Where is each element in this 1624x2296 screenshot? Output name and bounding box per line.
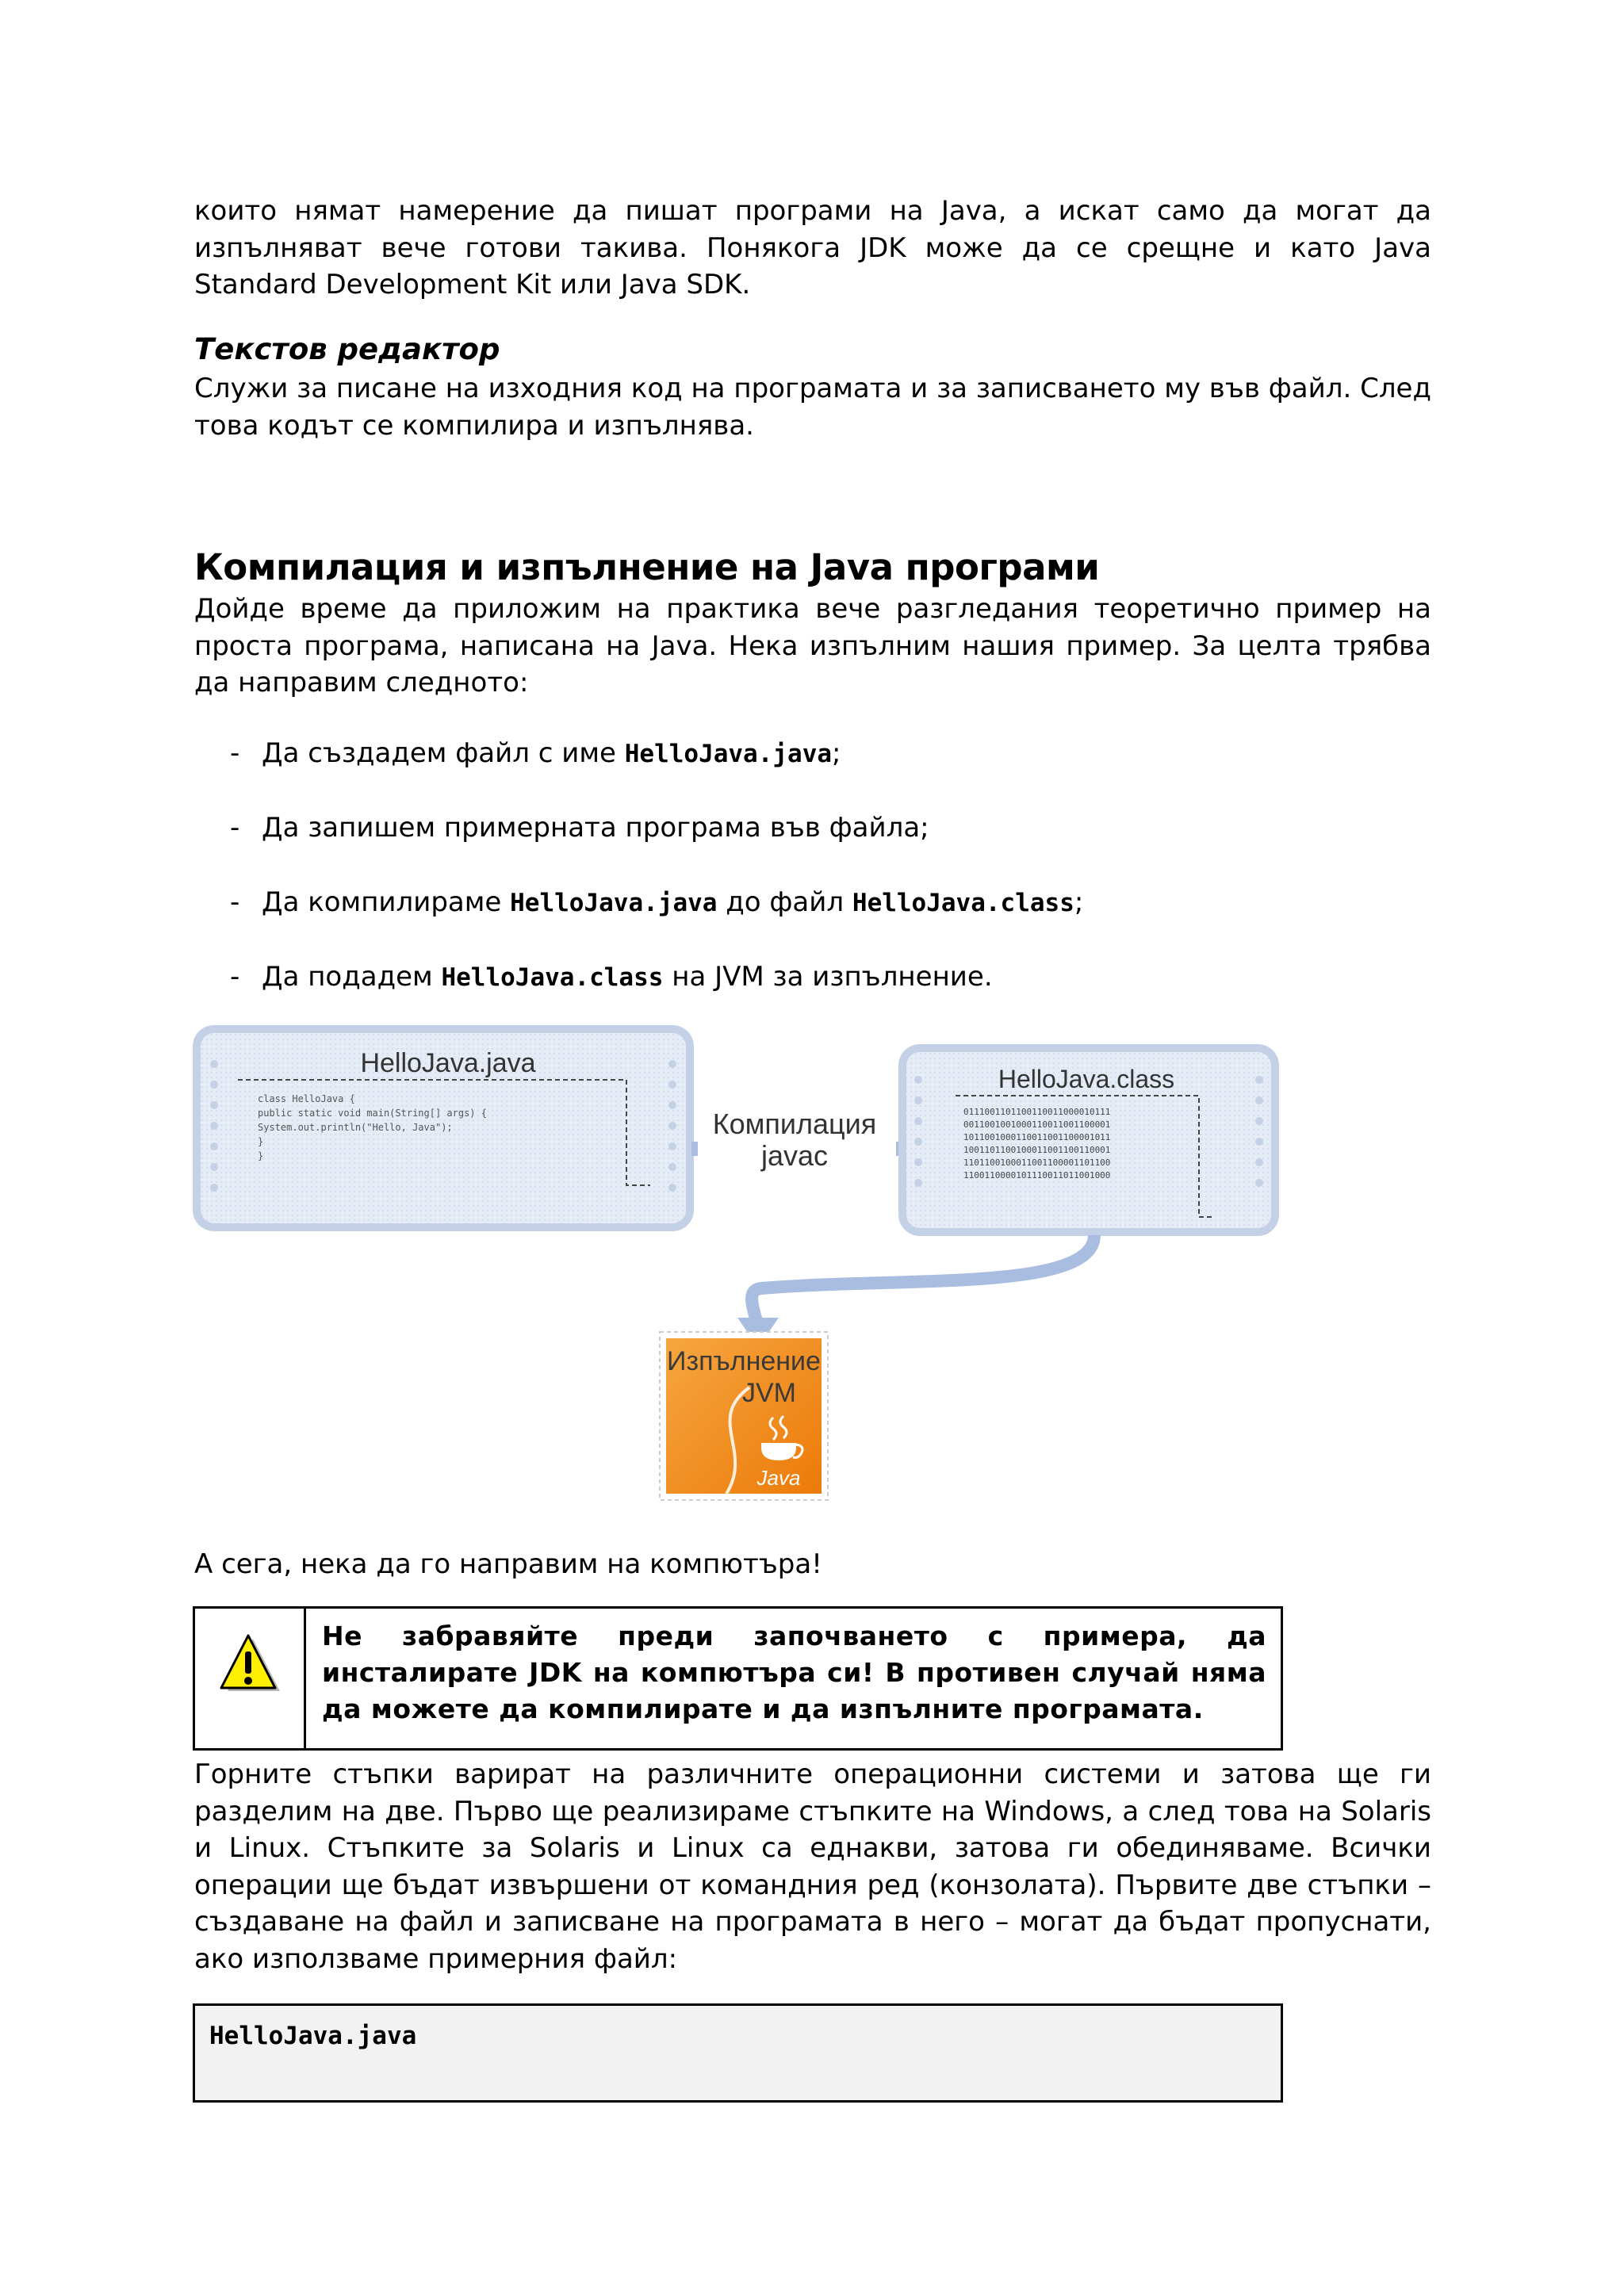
jvm-label: JVM	[742, 1378, 796, 1408]
call-to-action: А сега, нека да го направим на компютъра!	[194, 1548, 822, 1580]
list-item	[230, 804, 1419, 878]
step-text: Да запишем примерната програма във файла;	[262, 812, 929, 844]
code-inline: HelloJava.class	[441, 963, 664, 992]
step-text: Да създадем файл с име HelloJava.java;	[262, 737, 841, 769]
compiler-label: javac	[760, 1139, 829, 1172]
step-text: Да компилираме HelloJava.java до файл HelloJava.class;	[262, 886, 1084, 918]
class-file-box	[902, 1048, 1275, 1232]
list-dash: -	[230, 961, 240, 993]
source-code-line: System.out.println("Hello, Java");	[258, 1122, 453, 1133]
warning-text: Не забравяйте преди започването с примера, да инсталирате JDK на компютъра си! В противен случай няма да можете да компилирате и да изпълните програмата.	[322, 1621, 1266, 1724]
warning-icon-cell	[195, 1609, 306, 1748]
bytecode-line: 1011001000110011001100001011	[963, 1132, 1111, 1142]
section-intro-paragraph: Дойде време да приложим на практика вече разгледания теоретично пример на проста програма, написана на Java. Нека изпълним нашия пример. За целта трябва да направим следното:	[194, 593, 1431, 698]
warning-box	[193, 1606, 1283, 1751]
code-inline: HelloJava.class	[852, 889, 1074, 917]
bytecode-line: 1100110000101110011011001000	[963, 1170, 1111, 1181]
code-inline: HelloJava.java	[624, 740, 833, 768]
jvm-box	[660, 1332, 828, 1500]
source-file-title: HelloJava.java	[360, 1048, 536, 1078]
class-file-title: HelloJava.class	[998, 1065, 1175, 1093]
source-code-line: class HelloJava {	[258, 1093, 355, 1104]
code-inline: HelloJava.java	[510, 889, 718, 917]
platforms-paragraph: Горните стъпки варират на различните операционни системи и затова ще ги разделим на две. Първо ще реализираме стъпките на Windows, а след това на Solaris и Linux. Стъпките за Solaris и Linux са еднакви, затова ги обединяваме. Всички операции ще бъдат извършени от командния ред (конзолата). Първите две стъпки – създаване на файл и записване на програмата в него – могат да бъдат пропуснати, ако използваме примерния файл:	[194, 1758, 1431, 1975]
compile-label: Компилация	[712, 1108, 877, 1140]
bytecode-line: 0011001001000110011001100001	[963, 1119, 1111, 1130]
list-item	[230, 878, 1419, 953]
list-item	[230, 729, 1419, 804]
step-text: Да подадем HelloJava.class на JVM за изпълнение.	[262, 961, 993, 993]
list-dash: -	[230, 737, 240, 769]
steps-list	[230, 729, 1419, 1027]
text-editor-paragraph: Служи за писане на изходния код на програмата и за записването му във файл. След това кодът се компилира и изпълнява.	[194, 373, 1431, 442]
text-editor-heading: Текстов редактор	[194, 332, 500, 366]
list-dash: -	[230, 812, 240, 844]
source-code-line: }	[258, 1136, 264, 1147]
source-file-box	[197, 1029, 690, 1227]
code-filename: HelloJava.java	[209, 2022, 417, 2050]
source-code-line: public static void main(String[] args) {	[258, 1108, 487, 1119]
bytecode-line: 1001101100100011001100110001	[963, 1145, 1111, 1155]
intro-paragraph: които нямат намерение да пишат програми на Java, а искат само да могат да изпълняват вече готови такива. Понякога JDK може да се срещне и като Java Standard Development Kit или Java SDK.	[194, 195, 1431, 300]
warning-icon	[218, 1632, 282, 1696]
run-label: Изпълнение	[667, 1346, 821, 1376]
compilation-diagram	[190, 1023, 1293, 1530]
bytecode-line: 0111001101100110011000010111	[963, 1107, 1111, 1117]
list-dash: -	[230, 886, 240, 918]
java-logo-text: Java	[756, 1466, 801, 1490]
execute-arrow	[737, 1235, 1094, 1348]
section-heading: Компилация и изпълнение на Java програми	[194, 546, 1100, 588]
list-item	[230, 953, 1419, 1027]
source-code-line: }	[258, 1150, 264, 1161]
code-box	[193, 2003, 1283, 2103]
bytecode-line: 1101100100011001100001101100	[963, 1158, 1111, 1168]
